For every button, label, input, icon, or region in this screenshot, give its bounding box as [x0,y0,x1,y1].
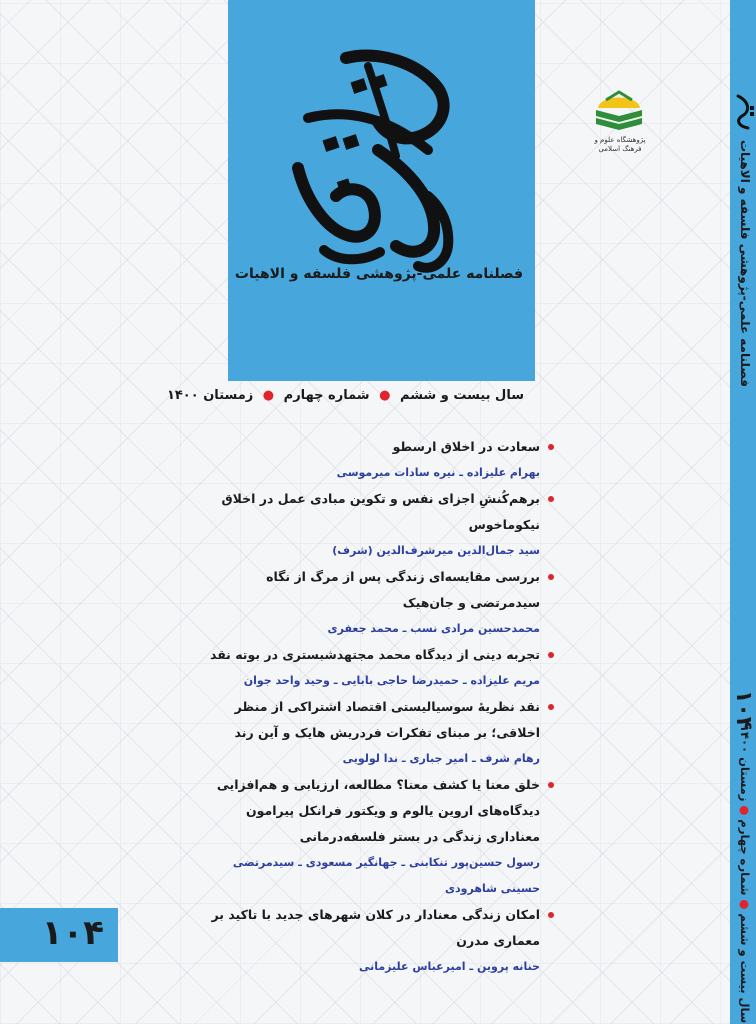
spine [730,0,756,1024]
spine-issue-info: سال بیست و ششم●شماره چهارم●زمستان ۱۴۰۰ [738,725,752,1024]
article-entry [200,902,540,980]
article-authors: مریم علیزاده ـ حمیدرضا حاجی بابایی ـ وحید واحد جوان [243,674,540,687]
issue-year: سال بیست و ششم [400,388,524,403]
article-authors: بهرام علیزاده ـ نیره سادات میرموسی [336,466,540,479]
bullet-icon [548,652,554,658]
bullet-icon [548,782,554,788]
article-authors: رسول حسین‌پور تنکابنی ـ جهانگیر مسعودی ـ سیدمرتضی حسینی شاهرودی [232,856,540,895]
bullet-icon [548,704,554,710]
article-entry [200,694,540,772]
separator-dot: ● [262,388,275,403]
table-of-contents [200,434,540,980]
article-title[interactable]: برهم‌کُنشِ اجزای نفس و تکوین مبادی عمل در اخلاق نیکوماخوس [200,486,540,538]
masthead-panel [228,0,535,381]
article-entry [200,642,540,694]
spine-issue-number: ۱۰۴ [731,690,756,731]
article-title[interactable]: سعادت در اخلاق ارسطو [200,434,540,460]
article-authors: سید جمال‌الدین میرشرف‌الدین (شرف) [332,544,540,557]
issue-number-box [0,908,118,962]
article-title[interactable]: نقد نظریهٔ سوسیالیستی اقتصاد اشتراکی از منظر اخلاقی؛ بر مبنای تفکرات فردریش هایک و آین رند [200,694,540,746]
article-title[interactable]: خلق معنا یا کشف معنا؟ مطالعه، ارزیابی و هم‌افزایی دیدگاه‌های اروین یالوم و ویکتور فرانکل پیرامون معناداری زندگی در بستر فلسفه‌درمانی [200,772,540,850]
bullet-icon [548,912,554,918]
article-entry [200,486,540,564]
bullet-icon [548,444,554,450]
issue-number-text: شماره چهارم [283,388,370,403]
issue-season: زمستان ۱۴۰۰ [166,388,254,403]
article-authors: حنانه پروین ـ امیرعباس علیزمانی [358,960,540,973]
article-title[interactable]: بررسی مقایسه‌ای زندگی پس از مرگ از نگاه سیدمرتضی و جان‌هیک [200,564,540,616]
journal-subtitle: فصلنامه علمی-پژوهشی فلسفه و الاهیات [234,266,523,282]
article-title[interactable]: امکان زندگی معنادار در کلان شهرهای جدید با تاکید بر معماری مدرن [200,902,540,954]
publisher-logo-icon [592,86,646,134]
article-authors: محمدحسین مرادی نسب ـ محمد جعفری [327,622,540,635]
spine-content [730,0,756,1024]
publisher-logo-text: پژوهشگاه علوم و فرهنگ اسلامی [594,136,646,153]
masthead-calligraphy [228,0,535,300]
spine-subtitle: فصلنامه علمی-پژوهشی فلسفه و الاهیات [738,140,752,387]
spine-masthead-icon [730,92,756,132]
article-title[interactable]: تجربه دینی از دیدگاه محمد مجتهدشبستری در بوته نقد [200,642,540,668]
article-entry [200,434,540,486]
article-entry [200,564,540,642]
bullet-icon [548,496,554,502]
separator-dot: ● [379,388,391,403]
bullet-icon [548,574,554,580]
article-entry [200,772,540,902]
article-authors: رهام شرف ـ امیر جباری ـ ندا لولویی [342,752,540,765]
issue-number: ۱۰۴ [41,913,104,953]
issue-info [167,388,524,403]
